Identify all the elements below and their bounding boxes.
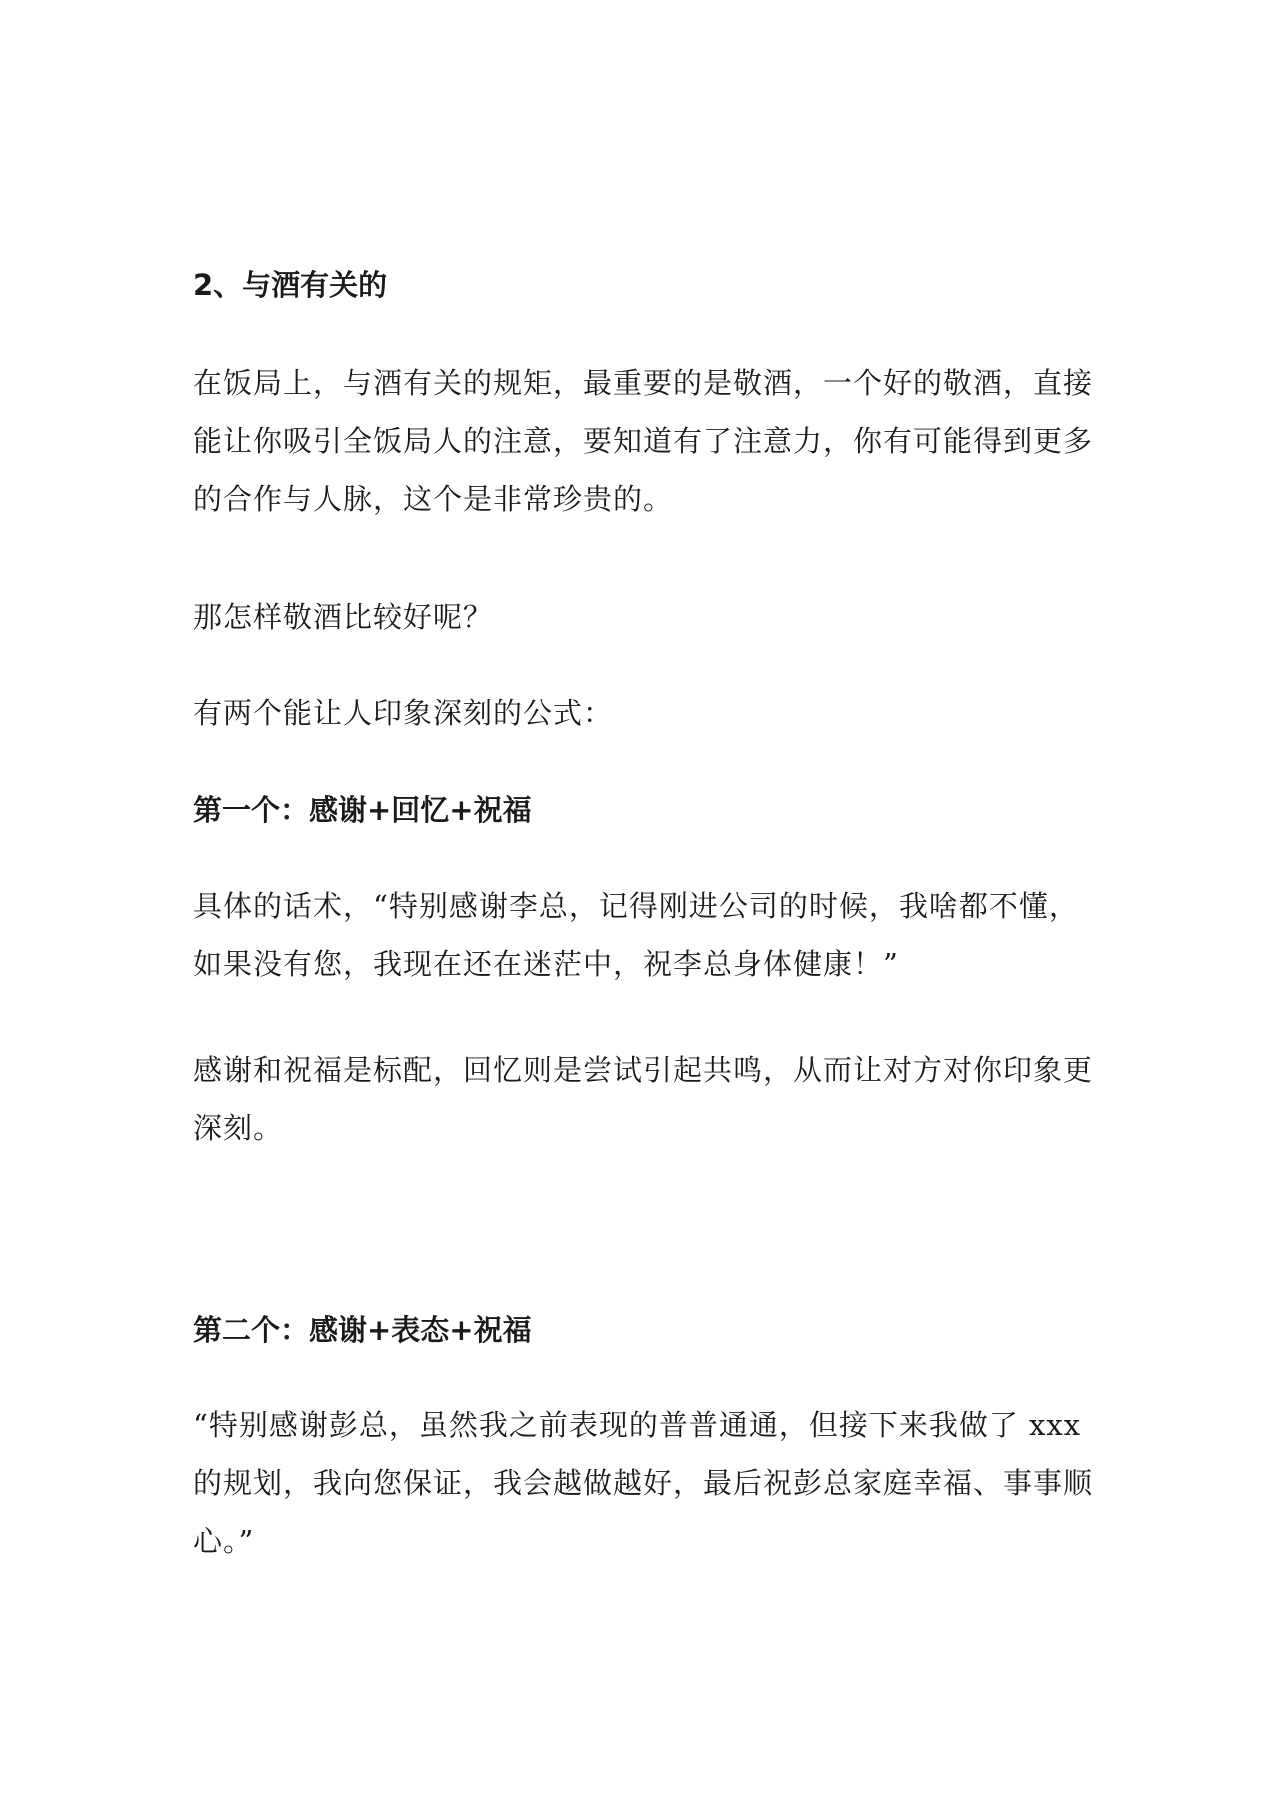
section-heading-text: 2、与酒有关的 xyxy=(193,268,388,302)
formula-2-heading xyxy=(193,1301,1093,1359)
formula-1-heading xyxy=(193,781,1093,839)
paragraph-1-line-1: 在饭局上，与酒有关的规矩，最重要的是敬酒，一个好的敬酒，直接 xyxy=(193,366,1094,400)
paragraph-5-line-1: 感谢和祝福是标配，回忆则是尝试引起共鸣，从而让对方对你印象更 xyxy=(193,1053,1094,1087)
paragraph-5 xyxy=(193,1041,1093,1157)
paragraph-1 xyxy=(193,354,1093,528)
formula-1-text: 第一个：感谢+回忆+祝福 xyxy=(193,793,532,827)
paragraph-4-line-1: 具体的话术，“特别感谢李总，记得刚进公司的时候，我啥都不懂， xyxy=(193,889,1079,923)
paragraph-6-line-3: 心。” xyxy=(193,1524,255,1558)
formula-2-text: 第二个：感谢+表态+祝福 xyxy=(193,1313,532,1347)
paragraph-6 xyxy=(193,1396,1093,1570)
paragraph-1-line-3: 的合作与人脉，这个是非常珍贵的。 xyxy=(193,482,674,516)
paragraph-6-line-2: 的规划，我向您保证，我会越做越好，最后祝彭总家庭幸福、事事顺 xyxy=(193,1466,1094,1500)
paragraph-1-line-2: 能让你吸引全饭局人的注意，要知道有了注意力，你有可能得到更多 xyxy=(193,424,1094,458)
paragraph-4-line-2: 如果没有您，我现在还在迷茫中，祝李总身体健康！” xyxy=(193,947,899,981)
paragraph-3 xyxy=(193,684,1093,742)
paragraph-5-line-2: 深刻。 xyxy=(193,1111,284,1145)
paragraph-2-line-1: 那怎样敬酒比较好呢？ xyxy=(193,600,494,634)
paragraph-2 xyxy=(193,588,1093,646)
paragraph-6-line-1: “特别感谢彭总，虽然我之前表现的普普通通，但接下来我做了 xxx xyxy=(193,1408,1082,1442)
paragraph-3-line-1: 有两个能让人印象深刻的公式： xyxy=(193,696,614,730)
section-heading xyxy=(193,256,1093,314)
paragraph-4 xyxy=(193,877,1093,993)
